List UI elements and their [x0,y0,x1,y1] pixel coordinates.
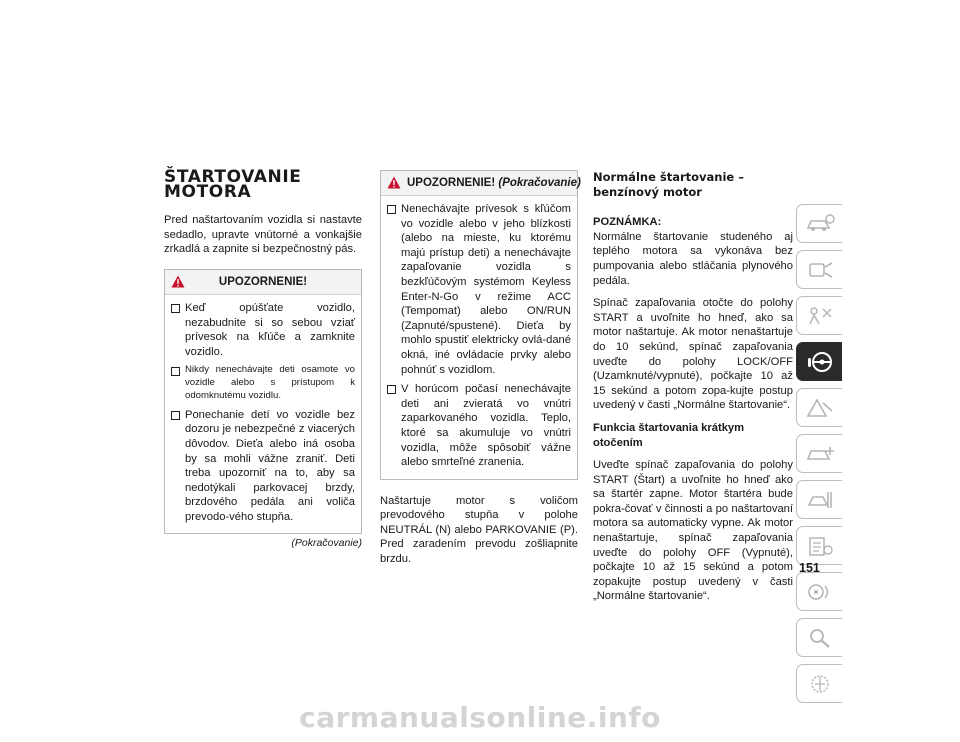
warning-box-continued [380,170,581,480]
column-right [593,170,793,612]
starting-driving-icon [805,349,835,375]
tab-starting-driving[interactable] [796,342,842,381]
controls-icon [805,259,835,281]
warning-triangle-icon [387,176,401,194]
maintenance-icon [805,489,835,511]
checkbox-bullet-icon [171,411,180,420]
warning-item: Ponechanie detí vo vozidle bez dozoru je nebezpečné z viacerých dôvodov. Dieťa alebo iná osoba by sa mohli vážne zraniť. Deti treba upozorniť na to, aby sa nedotýkali parkovacej brzdy, brzdového pedála ani voliča prevodo-vého stupňa. [171,408,355,525]
page-number: 151 [799,561,820,575]
body-paragraph: Uveďte spínač zapaľovania do polohy START (Štart) a uvoľnite ho hneď ako sa štartér zapne. Motor štartéra bude pokra-čovať v činnosti a po naštartovaní motora sa automaticky vypne. Ak motor nenaštartuje, spínač zapaľovania uveďte do polohy OFF (Vypnuté), počkajte 10 až 15 sekúnd a potom zopakujte postup uvedený v časti „Normálne štartovanie“. [593,459,793,603]
warning-item: Keď opúšťate vozidlo, nezabudnite si so sebou vziať prívesok na kľúče a zamknite vozidlo. [171,301,355,359]
languages-icon [805,673,835,695]
specifications-icon [805,535,835,557]
emergency-icon [805,443,835,465]
warning-header [165,270,361,295]
multimedia-icon [805,581,835,603]
car-info-icon [805,213,835,235]
warning-box [164,269,362,535]
warning-item: Nikdy nenechávajte deti osamote vo vozidle alebo s prístupom k odomknutému vozidlu. [171,364,355,402]
body-paragraph: Spínač zapaľovania otočte do polohy START a uvoľnite ho hneď, ako sa motor naštartuje. Ak motor nenaštartuje do 10 sekúnd, spínač zapaľovania uveďte do polohy LOCK/OFF (Uzamknuté/vypnuté), počkajte 10 až 15 sekúnd a potom zopa-kujte postup uvedený v časti „Normálne štartovanie“. [593,297,793,412]
tab-safety[interactable] [796,296,842,335]
tab-warning-lights[interactable] [796,388,842,427]
tab-multimedia[interactable] [796,572,842,611]
intro-paragraph: Pred naštartovaním vozidla si nastavte sedadlo, upravte vnútorné a vonkajšie zrkadlá a zapnite si bezpečnostný pás. [164,214,362,256]
tab-specifications[interactable] [796,526,842,565]
continued-label: (Pokračovanie) [291,537,362,550]
column-left [164,167,362,551]
tab-languages[interactable] [796,664,842,703]
note-text: Normálne štartovanie studeného aj teplého motora sa vykonáva bez pumpovania alebo stláčania plynového pedála. [593,230,793,287]
section-title: ŠTARTOVANIE MOTORA [164,167,302,202]
watermark: carmanualsonline.info [299,701,661,734]
warning-heading-suffix: (Pokračovanie) [498,176,581,189]
subheading: Normálne štartovanie – benzínový motor [593,170,744,199]
tab-index[interactable] [796,618,842,657]
bold-heading: Funkcia štartovania krátkym otočením [593,421,745,449]
warning-item: Nenechávajte prívesok s kľúčom vo vozidle alebo v jeho blízkosti (alebo na mieste, ku ktorému majú prístup deti) a nenechávajte zapaľovanie vozidla s bezkľúčovým systémom Keyless Enter-N-Go v režime ACC (Tempomat) alebo ON/RUN (Zapnuté/spustené). Dieťa by mohlo spustiť elektricky ovlá-dané okná, iné ovládacie prvky alebo pohnúť s vozidlom. [387,202,571,377]
tab-maintenance[interactable] [796,480,842,519]
warning-heading: UPOZORNENIE! [407,176,496,189]
checkbox-bullet-icon [171,367,180,376]
warning-item: V horúcom počasí nenechávajte deti ani zvieratá vo vnútri zaparkovaného vozidla. Teplo, ktoré sa akumuluje vo vnútri vozidla, môže spôsobiť vážne alebo smrteľné zranenia. [387,382,571,470]
chapter-tabs [796,204,842,710]
safety-icon [805,305,835,327]
body-paragraph: Naštartuje motor s voličom prevodového stupňa v polohe NEUTRÁL (N) alebo PARKOVANIE (P). Pred zaradením prevodu zošliapnite brzdu. [380,494,578,566]
warning-lights-icon [805,397,835,419]
note-heading: POZNÁMKA: [593,216,662,229]
warning-header [381,171,581,196]
tab-car-info[interactable] [796,204,842,243]
checkbox-bullet-icon [387,205,396,214]
checkbox-bullet-icon [387,385,396,394]
checkbox-bullet-icon [171,304,180,313]
column-middle [380,170,581,575]
warning-heading: UPOZORNENIE! [218,275,308,288]
tab-emergency[interactable] [796,434,842,473]
tab-controls[interactable] [796,250,842,289]
index-icon [805,627,835,649]
warning-triangle-icon [171,275,185,293]
